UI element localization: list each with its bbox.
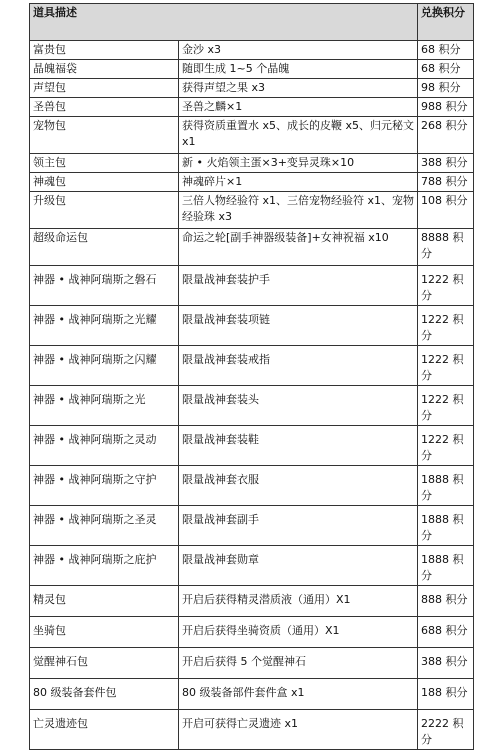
item-content: 限量战神套勋章 (179, 546, 418, 586)
item-name: 富贵包 (30, 41, 179, 60)
header-points: 兑换积分 (418, 4, 474, 41)
table-row (30, 306, 474, 346)
item-points: 1222 积分 (418, 426, 474, 466)
table-row (30, 79, 474, 98)
item-name: 圣兽包 (30, 98, 179, 117)
item-content: 获得声望之果 x3 (179, 79, 418, 98)
item-points: 388 积分 (418, 648, 474, 679)
item-points: 188 积分 (418, 679, 474, 710)
item-name: 声望包 (30, 79, 179, 98)
table-row (30, 586, 474, 617)
header-row (30, 4, 474, 41)
item-content: 神魂碎片×1 (179, 173, 418, 192)
item-points: 1222 积分 (418, 386, 474, 426)
item-content: 开启后获得 5 个觉醒神石 (179, 648, 418, 679)
item-content: 限量战神套装项链 (179, 306, 418, 346)
item-points: 688 积分 (418, 617, 474, 648)
item-name: 神器 • 战神阿瑞斯之磐石 (30, 266, 179, 306)
item-points: 268 积分 (418, 117, 474, 154)
item-name: 超级命运包 (30, 229, 179, 266)
table-row (30, 229, 474, 266)
item-name: 领主包 (30, 154, 179, 173)
item-points: 98 积分 (418, 79, 474, 98)
table-row (30, 617, 474, 648)
item-content: 限量战神套副手 (179, 506, 418, 546)
item-content: 命运之轮[副手神器级装备]+女神祝福 x10 (179, 229, 418, 266)
table-row (30, 173, 474, 192)
item-content: 限量战神套装戒指 (179, 346, 418, 386)
item-points: 1888 积分 (418, 546, 474, 586)
item-name: 觉醒神石包 (30, 648, 179, 679)
table-row (30, 346, 474, 386)
table-row (30, 41, 474, 60)
item-points: 8888 积分 (418, 229, 474, 266)
item-name: 亡灵遗迹包 (30, 710, 179, 750)
item-content: 开启后获得精灵潜质液（通用）X1 (179, 586, 418, 617)
header-desc: 道具描述 (30, 4, 418, 41)
table-row (30, 466, 474, 506)
item-points: 1888 积分 (418, 466, 474, 506)
item-content: 开启可获得亡灵遗迹 x1 (179, 710, 418, 750)
table-row (30, 117, 474, 154)
table-row (30, 386, 474, 426)
item-points: 2222 积分 (418, 710, 474, 750)
table-row (30, 506, 474, 546)
item-name: 升级包 (30, 192, 179, 229)
item-points: 1222 积分 (418, 306, 474, 346)
item-content: 获得资质重置水 x5、成长的皮鞭 x5、归元秘文 x1 (179, 117, 418, 154)
item-content: 80 级装备部件套件盒 x1 (179, 679, 418, 710)
item-name: 宠物包 (30, 117, 179, 154)
item-content: 新 • 火焰领主蛋×3+变异灵珠×10 (179, 154, 418, 173)
table-row (30, 426, 474, 466)
item-points: 68 积分 (418, 60, 474, 79)
table-row (30, 60, 474, 79)
item-exchange-table (29, 3, 474, 750)
item-name: 80 级装备套件包 (30, 679, 179, 710)
item-points: 1222 积分 (418, 346, 474, 386)
item-name: 神器 • 战神阿瑞斯之圣灵 (30, 506, 179, 546)
table-row (30, 154, 474, 173)
item-content: 限量战神套装鞋 (179, 426, 418, 466)
item-name: 神魂包 (30, 173, 179, 192)
table-row (30, 710, 474, 750)
table-row (30, 648, 474, 679)
item-content: 金沙 x3 (179, 41, 418, 60)
table-row (30, 266, 474, 306)
item-points: 108 积分 (418, 192, 474, 229)
item-content: 限量战神套衣服 (179, 466, 418, 506)
item-content: 圣兽之麟×1 (179, 98, 418, 117)
item-name: 神器 • 战神阿瑞斯之闪耀 (30, 346, 179, 386)
table-row (30, 98, 474, 117)
item-points: 388 积分 (418, 154, 474, 173)
item-name: 神器 • 战神阿瑞斯之灵动 (30, 426, 179, 466)
item-points: 1888 积分 (418, 506, 474, 546)
table-row (30, 679, 474, 710)
item-content: 三倍人物经验符 x1、三倍宠物经验符 x1、宠物经验珠 x3 (179, 192, 418, 229)
item-name: 神器 • 战神阿瑞斯之庇护 (30, 546, 179, 586)
item-name: 精灵包 (30, 586, 179, 617)
table-row (30, 546, 474, 586)
item-name: 晶魄福袋 (30, 60, 179, 79)
item-name: 神器 • 战神阿瑞斯之光 (30, 386, 179, 426)
item-content: 开启后获得坐骑资质（通用）X1 (179, 617, 418, 648)
item-content: 随即生成 1~5 个晶魄 (179, 60, 418, 79)
item-name: 坐骑包 (30, 617, 179, 648)
item-points: 68 积分 (418, 41, 474, 60)
item-content: 限量战神套装头 (179, 386, 418, 426)
table-row (30, 192, 474, 229)
item-points: 1222 积分 (418, 266, 474, 306)
item-points: 988 积分 (418, 98, 474, 117)
item-points: 788 积分 (418, 173, 474, 192)
item-points: 888 积分 (418, 586, 474, 617)
item-name: 神器 • 战神阿瑞斯之光耀 (30, 306, 179, 346)
item-content: 限量战神套装护手 (179, 266, 418, 306)
item-name: 神器 • 战神阿瑞斯之守护 (30, 466, 179, 506)
